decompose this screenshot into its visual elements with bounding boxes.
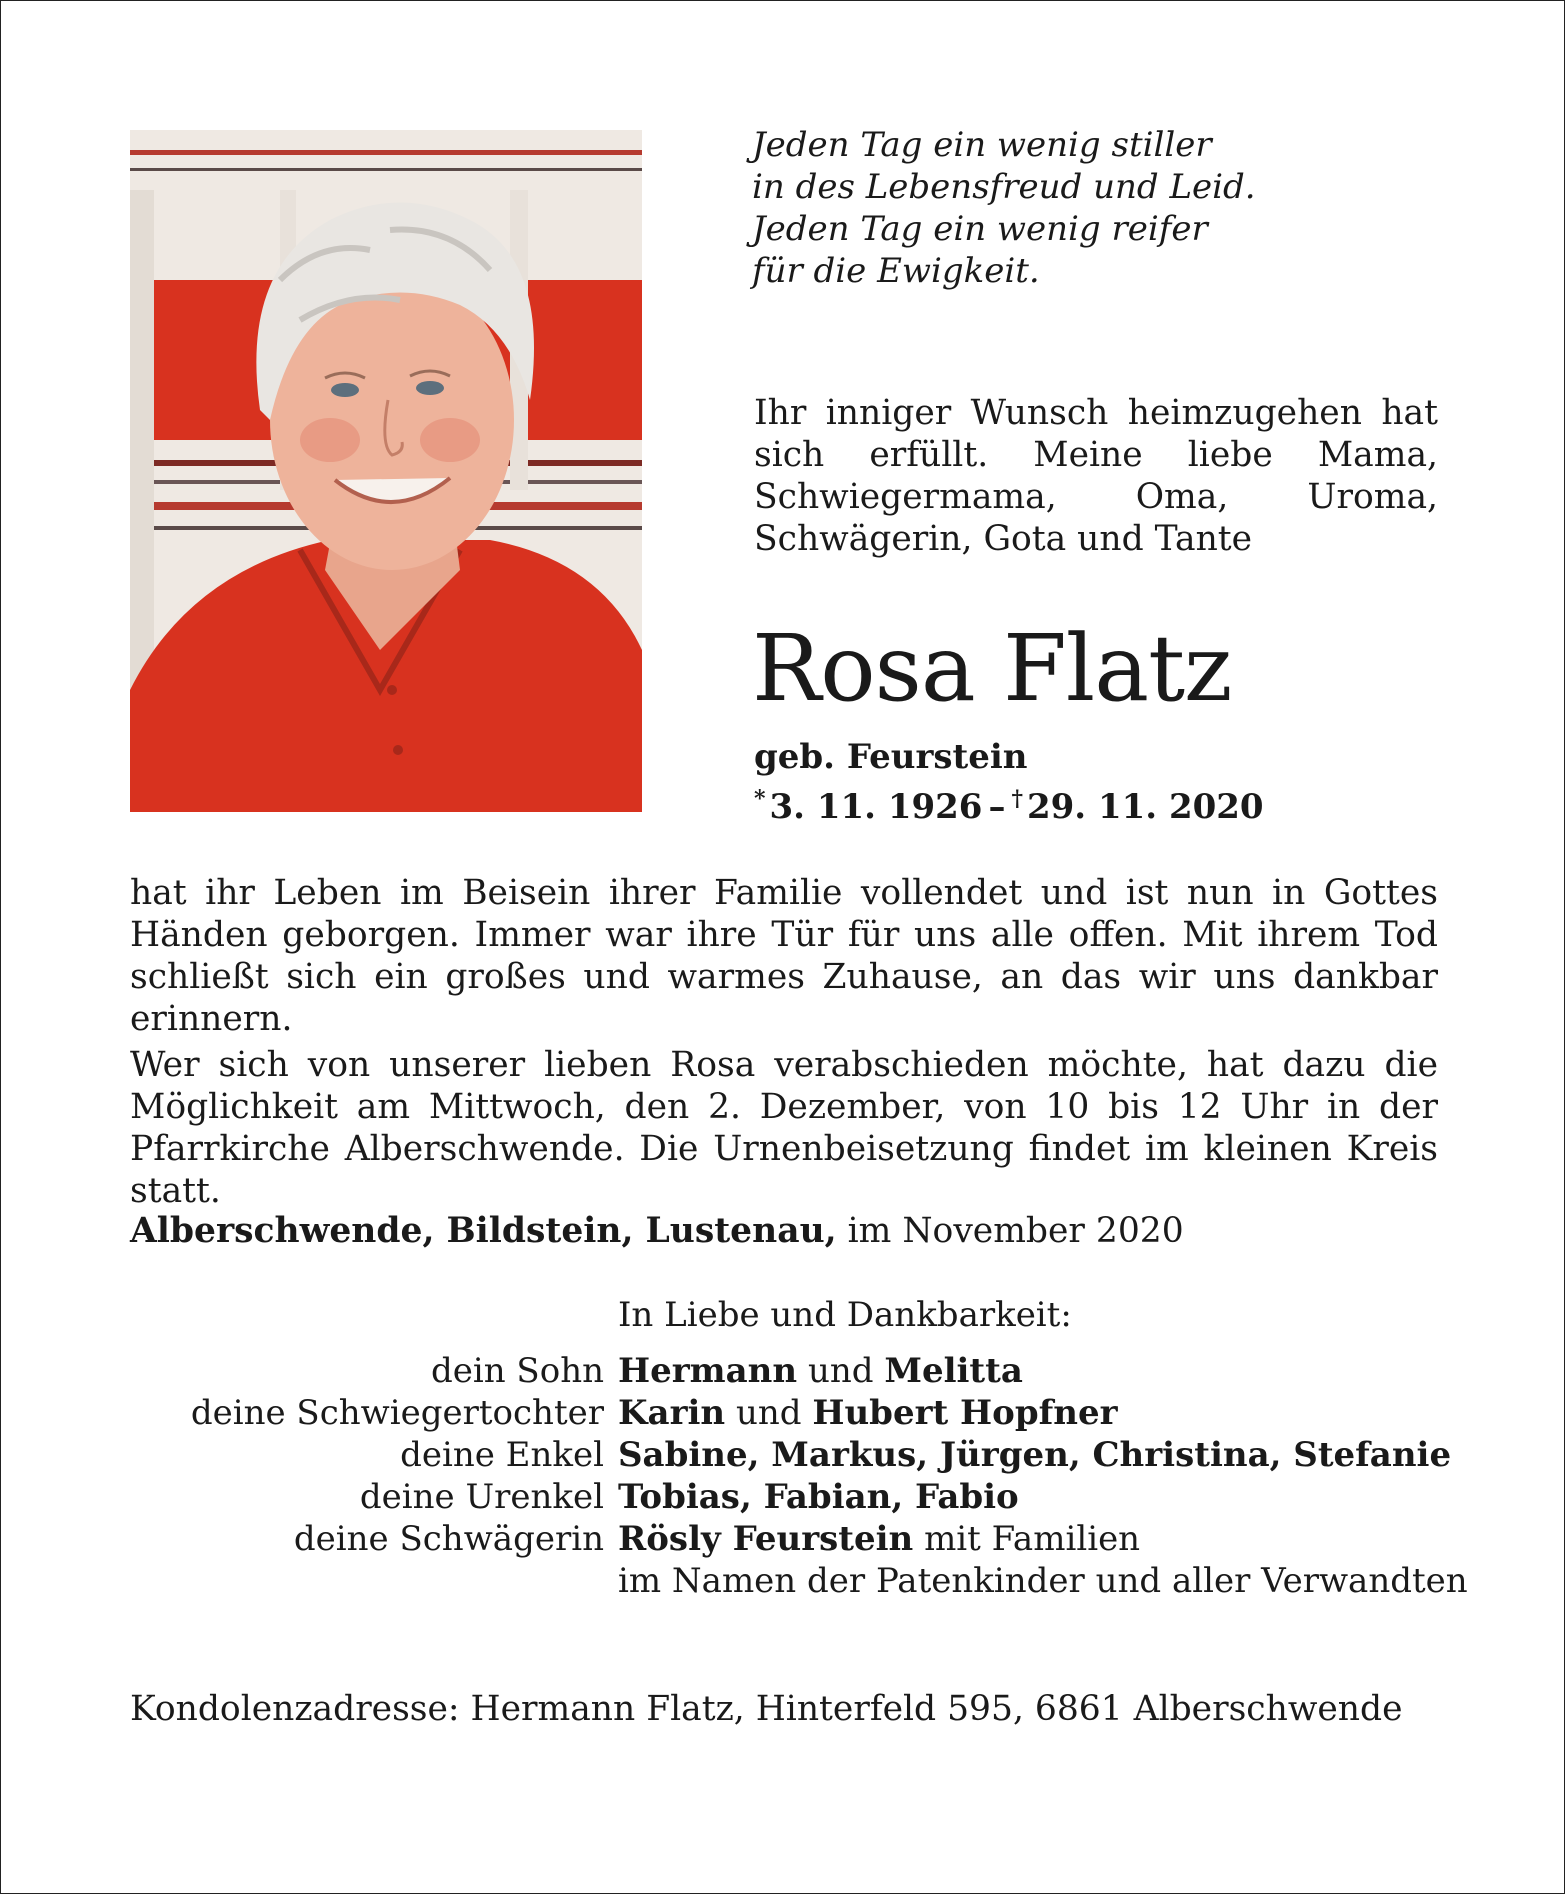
relation: dein Sohn xyxy=(430,1351,604,1391)
life-dates xyxy=(754,778,1264,828)
mourner-row xyxy=(130,1392,1550,1434)
mourner-suffix: im Namen der Patenkinder und aller Verwandten xyxy=(618,1561,1468,1601)
birth-date: 3. 11. 1926 xyxy=(769,787,983,827)
mourner-name: Melitta xyxy=(884,1351,1023,1391)
notice-date: im November 2020 xyxy=(847,1211,1184,1251)
mourner-row xyxy=(130,1476,1550,1518)
portrait-photo xyxy=(130,130,642,812)
maiden-name: geb. Feurstein xyxy=(754,737,1028,777)
poem-line: Jeden Tag ein wenig reifer xyxy=(752,209,1208,249)
mourners-heading: In Liebe und Dankbarkeit: xyxy=(618,1295,1072,1335)
relation: deine Enkel xyxy=(400,1435,604,1475)
poem-line: in des Lebensfreud und Leid. xyxy=(752,167,1256,207)
place-date-line xyxy=(130,1210,1184,1252)
mourner-name: Tobias, Fabian, Fabio xyxy=(618,1477,1019,1517)
mourner-row xyxy=(130,1560,1550,1602)
mourner-name: Rösly Feurstein xyxy=(618,1519,914,1559)
relation: deine Schwägerin xyxy=(293,1519,604,1559)
mourner-name: Hermann xyxy=(618,1351,798,1391)
joiner: und xyxy=(735,1393,802,1433)
mourner-name: Hubert Hopfner xyxy=(812,1393,1118,1433)
poem-line: für die Ewigkeit. xyxy=(752,251,1040,291)
farewell-paragraph: Wer sich von unserer lieben Rosa verabschieden möchte, hat dazu die Möglichkeit am Mittwoch, den 2. Dezember, von 10 bis 12 Uhr in der Pfarrkirche Alberschwende. Die Urnenbeisetzung findet im kleinen Kreis statt. xyxy=(130,1045,1438,1211)
relation: deine Schwiegertochter xyxy=(190,1393,604,1433)
birth-symbol: * xyxy=(754,786,766,812)
relation xyxy=(130,1560,604,1602)
relation: deine Urenkel xyxy=(359,1477,604,1517)
mourner-name: Sabine, Markus, Jürgen, Christina, Stefanie xyxy=(618,1435,1452,1475)
mourner-name: Karin xyxy=(618,1393,726,1433)
poem-line: Jeden Tag ein wenig stiller xyxy=(752,125,1212,165)
joiner: und xyxy=(807,1351,874,1391)
body-paragraph: hat ihr Leben im Beisein ihrer Familie vollendet und ist nun in Gottes Händen geborgen. Immer war ihre Tür für uns alle offen. Mit ihrem Tod schließt sich ein großes und warmes Zuhause, an das wir uns dankbar erinnern. xyxy=(130,873,1438,1039)
death-date: 29. 11. 2020 xyxy=(1026,787,1264,827)
condolence-address: Kondolenzadresse: Hermann Flatz, Hinterfeld 595, 6861 Alberschwende xyxy=(130,1689,1403,1729)
deceased-name: Rosa Flatz xyxy=(752,615,1232,722)
mourner-suffix: mit Familien xyxy=(924,1519,1141,1559)
memorial-poem xyxy=(752,124,1452,292)
places: Alberschwende, Bildstein, Lustenau, xyxy=(130,1211,837,1251)
mourner-row xyxy=(130,1518,1550,1560)
mourner-row xyxy=(130,1434,1550,1476)
death-symbol: † xyxy=(1011,786,1023,812)
mourners-list xyxy=(130,1350,1550,1602)
date-separator: – xyxy=(988,787,1006,827)
intro-text: Ihr inniger Wunsch heimzugehen hat sich erfüllt. Meine liebe Mama, Schwiegermama, Oma, Uroma, Schwägerin, Gota und Tante xyxy=(754,393,1438,559)
mourner-row xyxy=(130,1350,1550,1392)
